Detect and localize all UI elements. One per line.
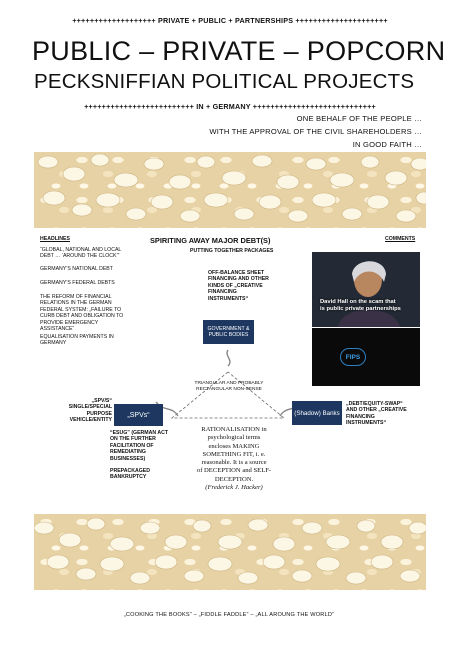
popcorn-texture	[34, 152, 426, 228]
sub-line-3: IN GOOD FAITH …	[352, 140, 422, 149]
quote-author: (Frederick J. Hacker)	[205, 484, 263, 492]
spvs-box-label: „SPVs“	[127, 411, 150, 419]
top-banner: +++++++++++++++++++ PRIVATE + PUBLIC + PARTNERSHIPS +++++++++++++++++++++	[72, 16, 388, 25]
government-box	[203, 320, 254, 344]
putting-together-label: PUTTING TOGETHER PACKAGES	[190, 248, 274, 254]
quote-line-5: reasonable. It is a source	[201, 459, 267, 467]
quote-line-6: of DECEPTION and SELF-	[196, 467, 272, 475]
quote-line-1: RATIONALISATION in	[201, 426, 267, 433]
video-caption-line-1: David Hall on the scam that	[320, 299, 396, 305]
headline-5[interactable]: EQUALISATION PAYMENTS IN GERMANY	[40, 334, 114, 347]
headline-2[interactable]: GERMANY’S NATIONAL DEBT	[40, 266, 113, 272]
esug-label: “ESUG” (GERMAN ACT ON THE FURTHER FACILITATION OF REMEDIATING BUSINESSES)	[110, 430, 169, 462]
section-title: SPIRITING AWAY MAJOR DEBT(S)	[150, 236, 271, 245]
footer-text: „COOKING THE BOOKS“ – „FIDDLE FADDLE“ – „ALL AROUNG THE WORLD“	[123, 612, 335, 618]
quote-line-2: psychological terms	[207, 434, 261, 442]
spv-label: „SPV/S“ SINGLE/SPECIAL PURPOSE VEHICLE/ENTITY	[68, 398, 112, 424]
headlines-label: HEADLINES	[40, 236, 70, 242]
page-title: PUBLIC – PRIVATE – POPCORN	[32, 36, 446, 66]
triangle-text: TRIANGULAR AND PROBABLY RECTANGULAR NON-SENSE	[194, 381, 264, 393]
page-subtitle: PECKSNIFFIAN POLITICAL PROJECTS	[34, 70, 415, 93]
quote-line-7: DECEPTION.	[214, 475, 254, 483]
sub-line-2: WITH THE APPROVAL OF THE CIVIL SHAREHOLDERS …	[209, 127, 422, 136]
sub-line-1: ONE BEHALF OF THE PEOPLE …	[296, 114, 422, 123]
germany-banner: +++++++++++++++++++++++++ IN + GERMANY ++++++++++++++++++++++++++++	[84, 102, 376, 111]
headline-1[interactable]: “GLOBAL, NATIONAL AND LOCAL DEBT … ‘AROUND THE CLOCK’”	[40, 247, 122, 260]
government-box-label: GOVERNMENT & PUBLIC BODIES	[207, 325, 250, 338]
off-balance-label: OFF-BALANCE SHEET FINANCING AND OTHER KINDS OF „CREATIVE FINANCING INSTRUMENTS“	[208, 270, 269, 302]
debt-equity-label: „DEBT/EQUITY-SWAP“ AND OTHER „CREATIVE FINANCING INSTRUMENTS“	[346, 401, 407, 427]
video-caption	[320, 299, 420, 313]
quote-line-3: encloses MAKING	[208, 442, 260, 450]
shadow-banks-box	[292, 401, 342, 425]
popcorn-image-top	[34, 152, 426, 228]
headline-4[interactable]: THE REFORM OF FINANCIAL RELATIONS IN THE GERMAN FEDERAL SYSTEM: „FAILURE TO CURB DEBT AND OBLIGATION TO PROVIDE EMERGENCY ASSISTANCE“	[40, 294, 124, 333]
spvs-box	[114, 404, 163, 426]
rationalisation-quote	[184, 426, 284, 492]
shadow-banks-box-label: (Shadow) Banks	[294, 409, 340, 417]
quote-line-4: SOMETHING FIT, i. e.	[202, 450, 266, 458]
popcorn-texture-bottom	[34, 514, 426, 590]
video-frame	[312, 252, 420, 327]
headline-3[interactable]: GERMANY’S FEDERAL DEBTS	[40, 280, 115, 286]
prepackaged-label: PREPACKAGED BANKRUPTCY	[110, 468, 150, 481]
fips-logo: FIPS	[340, 348, 366, 366]
comments-label: COMMENTS	[385, 236, 416, 242]
popcorn-image-bottom	[34, 514, 426, 590]
curly-arrow-top	[227, 350, 230, 366]
triangle-outline	[172, 372, 284, 418]
video-caption-line-2: is public private partnerships	[320, 306, 401, 312]
video-thumbnail-david-hall[interactable]	[312, 252, 420, 327]
video-thumbnail-fips[interactable]	[312, 328, 420, 386]
